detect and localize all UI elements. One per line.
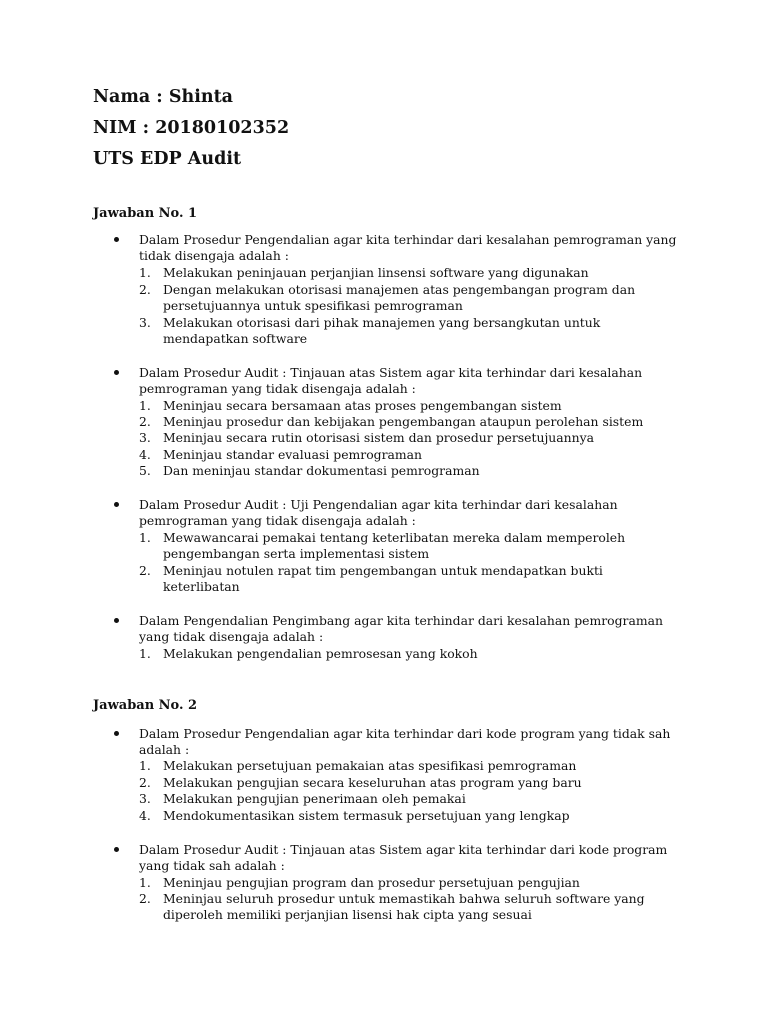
list-number: 1. — [139, 646, 151, 661]
list-item-line: persetujuannya untuk spesifikasi pemrograman — [163, 298, 463, 313]
list-item-line: Dengan melakukan otorisasi manajemen atas pengembangan program dan — [163, 282, 636, 297]
list-item-line: mendapatkan software — [163, 331, 308, 346]
list-item-line: keterlibatan — [163, 579, 240, 594]
bullet-icon — [114, 232, 122, 240]
bullet-text-line: Dalam Prosedur Audit : Uji Pengendalian agar kita terhindar dari kesalahan — [139, 497, 618, 512]
list-number: 2. — [139, 891, 151, 906]
bullet-text-line: yang tidak disengaja adalah : — [139, 629, 324, 644]
list-number: 1. — [139, 265, 151, 280]
bullet-icon — [114, 365, 122, 373]
list-item-line: Melakukan pengendalian pemrosesan yang kokoh — [163, 646, 478, 661]
bullet-text-line: Dalam Prosedur Audit : Tinjauan atas Sistem agar kita terhindar dari kesalahan — [139, 365, 643, 380]
list-number: 2. — [139, 414, 151, 429]
list-number: 1. — [139, 758, 151, 773]
list-item-line: pengembangan serta implementasi sistem — [163, 546, 430, 561]
list-item-line: Mendokumentasikan sistem termasuk persetujuan yang lengkap — [163, 808, 570, 823]
list-item-line: Meninjau prosedur dan kebijakan pengembangan ataupun perolehan sistem — [163, 414, 644, 429]
bullet-text-line: pemrograman yang tidak disengaja adalah : — [139, 381, 416, 396]
list-item-line: Mewawancarai pemakai tentang keterlibatan mereka dalam memperoleh — [163, 530, 626, 545]
list-number: 1. — [139, 875, 151, 890]
list-number: 3. — [139, 791, 151, 806]
bullet-icon — [114, 497, 122, 505]
list-item-line: Melakukan pengujian penerimaan oleh pemakai — [163, 791, 466, 806]
list-item-line: Melakukan persetujuan pemakaian atas spesifikasi pemrograman — [163, 758, 577, 773]
section-title: Jawaban No. 1 — [93, 206, 198, 221]
section-title: Jawaban No. 2 — [93, 698, 198, 713]
list-number: 3. — [139, 315, 151, 330]
list-item-line: Meninjau standar evaluasi pemrograman — [163, 447, 423, 462]
list-item-line: Dan meninjau standar dokumentasi pemrograman — [163, 463, 480, 478]
list-number: 3. — [139, 430, 151, 445]
list-item-line: Melakukan pengujian secara keseluruhan atas program yang baru — [163, 775, 582, 790]
list-item-line: diperoleh memiliki perjanjian lisensi hak cipta yang sesuai — [163, 907, 532, 922]
bullet-text-line: adalah : — [139, 742, 190, 757]
bullet-text-line: Dalam Prosedur Pengendalian agar kita terhindar dari kesalahan pemrograman yang — [139, 232, 677, 247]
bullet-text-line: Dalam Prosedur Pengendalian agar kita terhindar dari kode program yang tidak sah — [139, 726, 671, 741]
bullet-text-line: pemrograman yang tidak disengaja adalah : — [139, 513, 416, 528]
exam-title: UTS EDP Audit — [93, 149, 242, 169]
list-number: 2. — [139, 775, 151, 790]
list-item-line: Meninjau notulen rapat tim pengembangan untuk mendapatkan bukti — [163, 563, 603, 578]
list-number: 5. — [139, 463, 151, 478]
bullet-icon — [114, 726, 122, 734]
list-item-line: Melakukan peninjauan perjanjian linsensi software yang digunakan — [163, 265, 589, 280]
list-number: 2. — [139, 563, 151, 578]
bullet-icon — [114, 842, 122, 850]
list-number: 4. — [139, 447, 151, 462]
bullet-text-line: Dalam Pengendalian Pengimbang agar kita terhindar dari kesalahan pemrograman — [139, 613, 663, 628]
bullet-icon — [114, 613, 122, 621]
list-number: 4. — [139, 808, 151, 823]
list-number: 2. — [139, 282, 151, 297]
list-item-line: Meninjau seluruh prosedur untuk memastikah bahwa seluruh software yang — [163, 891, 645, 906]
student-nim: NIM : 20180102352 — [93, 118, 290, 138]
list-item-line: Melakukan otorisasi dari pihak manajemen yang bersangkutan untuk — [163, 315, 601, 330]
student-name: Nama : Shinta — [93, 87, 233, 107]
bullet-text-line: yang tidak sah adalah : — [139, 858, 285, 873]
list-item-line: Meninjau secara bersamaan atas proses pengembangan sistem — [163, 398, 562, 413]
list-number: 1. — [139, 398, 151, 413]
bullet-text-line: tidak disengaja adalah : — [139, 248, 289, 263]
list-number: 1. — [139, 530, 151, 545]
list-item-line: Meninjau pengujian program dan prosedur persetujuan pengujian — [163, 875, 580, 890]
list-item-line: Meninjau secara rutin otorisasi sistem dan prosedur persetujuannya — [163, 430, 595, 445]
bullet-text-line: Dalam Prosedur Audit : Tinjauan atas Sistem agar kita terhindar dari kode program — [139, 842, 668, 857]
